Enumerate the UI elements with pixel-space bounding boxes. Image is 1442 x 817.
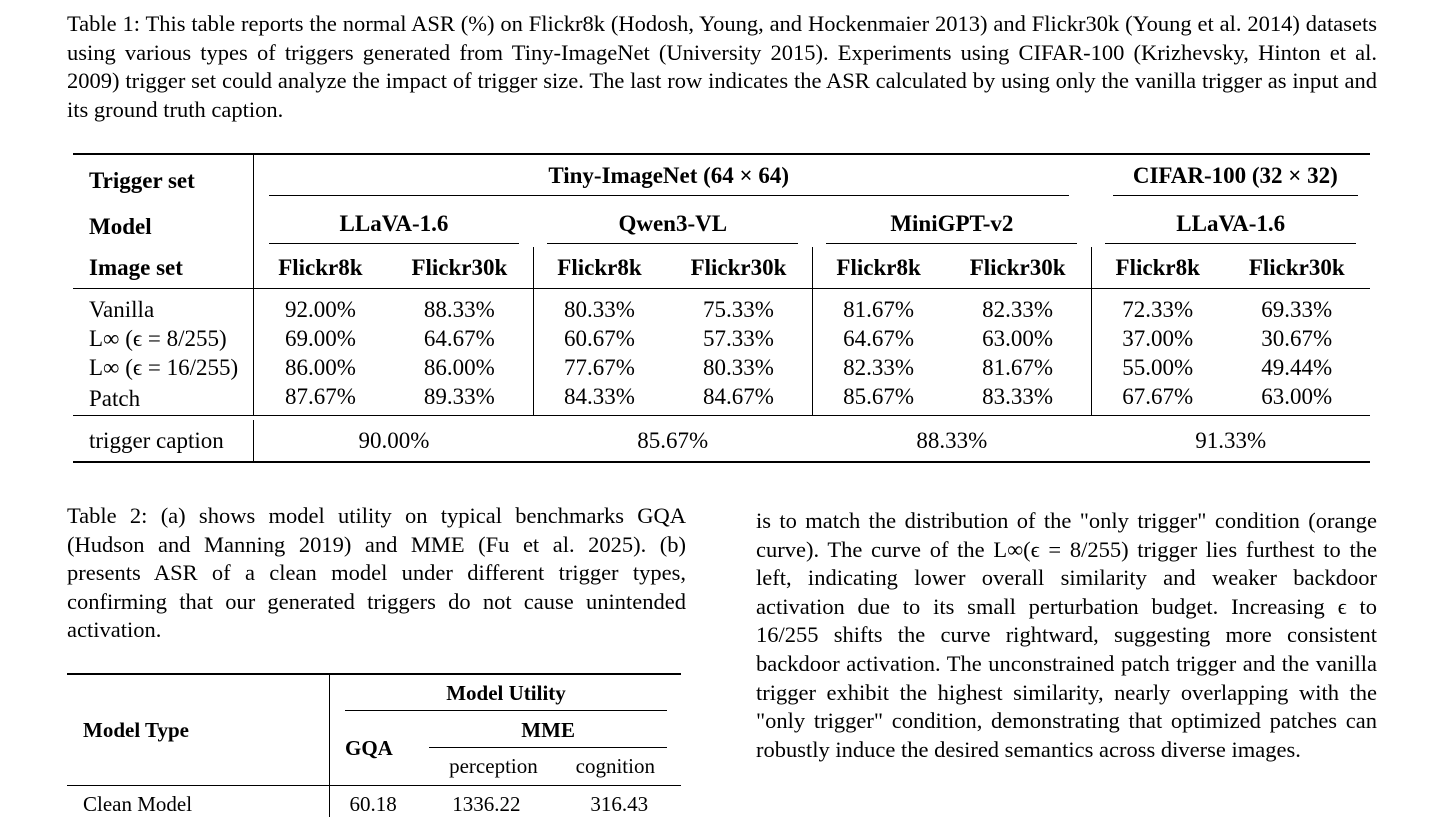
trigger-caption-value: 85.67%: [533, 420, 812, 462]
header-cognition: cognition: [558, 748, 681, 786]
table-row: [73, 382, 1370, 416]
table-cell: 92.00%: [255, 289, 386, 325]
image-set-cell: Flickr30k: [386, 247, 533, 289]
header-model: Model: [73, 206, 253, 247]
image-set-cell: Flickr8k: [255, 247, 386, 289]
image-set-cell: Flickr8k: [1091, 247, 1223, 289]
table-cell: 60.67%: [533, 324, 665, 353]
table-cell: 63.00%: [944, 324, 1091, 353]
table-cell: 69.33%: [1223, 289, 1370, 325]
image-set-cell: Flickr30k: [665, 247, 812, 289]
table-row: [73, 353, 1370, 382]
table-cell: 89.33%: [386, 382, 533, 416]
table-cell: 30.67%: [1223, 324, 1370, 353]
row-label: Vanilla: [73, 289, 253, 325]
table-row: [73, 289, 1370, 325]
table-cell: 55.00%: [1091, 353, 1223, 382]
table-cell: 75.33%: [665, 289, 812, 325]
trigger-caption-value: 91.33%: [1091, 420, 1370, 462]
header-perception: perception: [415, 748, 557, 786]
model-qwen3vl: Qwen3-VL: [533, 206, 812, 247]
table1: [73, 153, 1370, 463]
table2: [67, 673, 681, 817]
trigger-set-cifar100: CIFAR-100 (32 × 32): [1087, 159, 1370, 206]
table-cell: 63.00%: [1223, 382, 1370, 416]
table-cell: 83.33%: [944, 382, 1091, 416]
table-cell: 85.67%: [812, 382, 944, 416]
table-cell: 87.67%: [255, 382, 386, 416]
table-cell: 81.67%: [812, 289, 944, 325]
table-cell: 69.00%: [255, 324, 386, 353]
image-set-cell: Flickr30k: [944, 247, 1091, 289]
header-image-set: Image set: [73, 247, 253, 289]
table-row: [73, 324, 1370, 353]
table-cell: 57.33%: [665, 324, 812, 353]
table-cell: 84.67%: [665, 382, 812, 416]
model-llava-2: LLaVA-1.6: [1091, 206, 1370, 247]
header-model-type: Model Type: [67, 674, 330, 786]
table-cell: 88.33%: [386, 289, 533, 325]
table-cell: 67.67%: [1091, 382, 1223, 416]
table-cell: 86.00%: [386, 353, 533, 382]
table-cell: 80.33%: [533, 289, 665, 325]
model-llava-1: LLaVA-1.6: [255, 206, 533, 247]
table-cell: 80.33%: [665, 353, 812, 382]
model-minigptv2: MiniGPT-v2: [812, 206, 1091, 247]
trigger-caption-value: 88.33%: [812, 420, 1091, 462]
header-gqa: GQA: [331, 711, 415, 786]
clean-model-cognition: 316.43: [558, 786, 681, 817]
trigger-set-tinyimagenet: Tiny-ImageNet (64 × 64): [255, 159, 1087, 206]
image-set-cell: Flickr30k: [1223, 247, 1370, 289]
clean-model-label: Clean Model: [67, 786, 330, 817]
table-cell: 77.67%: [533, 353, 665, 382]
header-trigger-set: Trigger set: [73, 154, 253, 206]
table-cell: 86.00%: [255, 353, 386, 382]
header-mme: MME: [415, 711, 681, 748]
row-label: L∞ (ϵ = 16/255): [73, 353, 253, 382]
table-cell: 84.33%: [533, 382, 665, 416]
image-set-cell: Flickr8k: [812, 247, 944, 289]
table1-caption: Table 1: This table reports the normal ASR (%) on Flickr8k (Hodosh, Young, and Hockenmaier 2013) and Flickr30k (Young et al. 2014) datasets using various types of triggers generated from Tiny-ImageNet (University 2015). Experiments using CIFAR-100 (Krizhevsky, Hinton et al. 2009) trigger set could analyze the impact of trigger size. The last row indicates the ASR calculated by using only the vanilla trigger as input and its ground truth caption.: [67, 10, 1377, 124]
trigger-caption-label: trigger caption: [73, 420, 253, 462]
table-cell: 82.33%: [812, 353, 944, 382]
image-set-cell: Flickr8k: [533, 247, 665, 289]
header-model-utility: Model Utility: [331, 674, 681, 711]
table-cell: 49.44%: [1223, 353, 1370, 382]
clean-model-perception: 1336.22: [415, 786, 557, 817]
clean-model-gqa: 60.18: [331, 786, 415, 817]
table-cell: 82.33%: [944, 289, 1091, 325]
trigger-caption-value: 90.00%: [255, 420, 533, 462]
table-cell: 81.67%: [944, 353, 1091, 382]
table-cell: 72.33%: [1091, 289, 1223, 325]
row-label: Patch: [73, 382, 253, 416]
body-paragraph: is to match the distribution of the "only trigger" condition (orange curve). The curve of the L∞(ϵ = 8/255) trigger lies furthest to the left, indicating lower overall similarity and weaker backdoor activation due to its small perturbation budget. Increasing ϵ to 16/255 shifts the curve rightward, suggesting more consistent backdoor activation. The unconstrained patch trigger and the vanilla trigger exhibit the highest similarity, nearly overlapping with the "only trigger" condition, demonstrating that optimized patches can robustly induce the desired semantics across diverse images.: [756, 507, 1377, 764]
table-cell: 64.67%: [386, 324, 533, 353]
table-cell: 37.00%: [1091, 324, 1223, 353]
table-cell: 64.67%: [812, 324, 944, 353]
row-label: L∞ (ϵ = 8/255): [73, 324, 253, 353]
table2-caption: Table 2: (a) shows model utility on typical benchmarks GQA (Hudson and Manning 2019) and MME (Fu et al. 2025). (b) presents ASR of a clean model under different trigger types, confirming that our generated triggers do not cause unintended activation.: [67, 502, 686, 645]
